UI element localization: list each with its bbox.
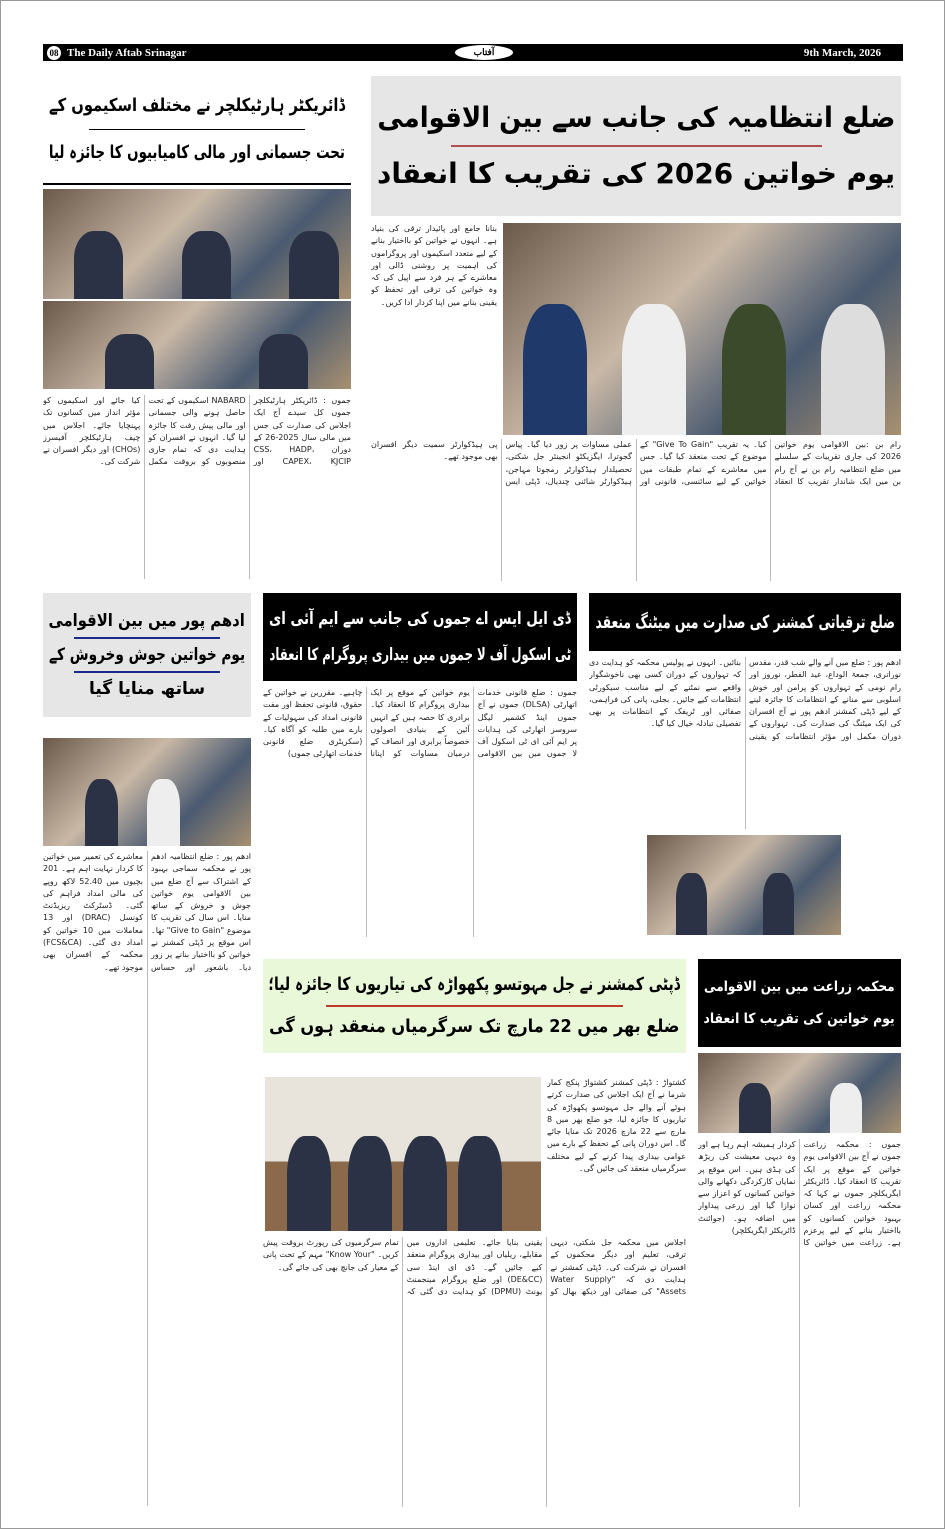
headline-dlsa <box>263 593 577 681</box>
headline-line: ضلع بھر میں 22 مارچ تک سرگرمیاں منعقد ہوں گی <box>269 1016 680 1037</box>
divider <box>74 637 220 639</box>
issue-date: 9th March, 2026 <box>803 46 881 59</box>
masthead-bar <box>43 44 903 61</box>
headline-line: ضلع انتظامیہ کی جانب سے بین الاقوامی <box>377 101 895 134</box>
headline-line: ڈپٹی کمشنر نے جل مہوتسو پکھواڑہ کی تیاریوں کا جائزہ لیا؛ <box>268 974 681 995</box>
agriculture-event-photo <box>698 1053 901 1133</box>
meeting-photo-1 <box>43 189 351 299</box>
article-body: جموں : ڈائریکٹر ہارٹیکلچر جموں کل سیدے آج ایک اجلاس کی صدارت کی جس میں مالی سال 2025-26 کے دوران CSS، HADP، CAPEX، KJCIP اور NABARD اسکیموں کے تحت حاصل ہونے والی جسمانی اور مالی پیش رفت کا جائزہ لیا گیا۔ انہوں نے افسران کو ہدایت دی کہ تمام جاری منصوبوں کو بروقت مکمل کیا جائے اور اسکیموں کو مؤثر انداز میں کسانوں تک پہنچایا جائے۔ اجلاس میں چیف ہارٹیکلچر آفیسرز (CHOs) اور دیگر افسران نے شرکت کی۔ <box>43 396 351 467</box>
headline-jal-mahotsav <box>263 959 686 1053</box>
divider <box>326 1005 622 1007</box>
headline-line: محکمہ زراعت میں بین الاقوامی <box>704 979 895 995</box>
headline-agriculture <box>698 959 901 1047</box>
divider <box>43 183 351 185</box>
headline-line: ضلع ترقیاتی کمشنر کی صدارت میں میٹنگ منعقد <box>595 611 895 633</box>
headline-udhampur <box>43 593 251 717</box>
article-side-text: بنانا جامع اور پائیدار ترقی کی بنیاد ہے۔ انہوں نے خواتین کو بااختیار بنانے کے لیے متعدد اسکیموں اور پروگراموں کی اہمیت پر روشنی ڈالی اور معاشرے کے ہر فرد سے اپیل کی کہ وہ خواتین کی ترقی اور تحفظ کو یقینی بنانے میں اپنا کردار ادا کریں۔ <box>371 224 497 307</box>
headline-line: ڈائریکٹر ہارٹیکلچر نے مختلف اسکیموں کے <box>48 94 346 116</box>
jal-mahotsav-meeting-photo <box>265 1077 541 1231</box>
headline-dc-meeting <box>589 593 901 651</box>
paper-logo: آفتاب <box>455 45 513 60</box>
headline-line: ڈی ایل ایس اے جموں کی جانب سے ایم آئی ای <box>269 609 571 629</box>
article-body: اجلاس میں محکمہ جل شکتی، دیہی ترقی، تعلیم اور دیگر محکموں کے افسران نے شرکت کی۔ ڈپٹی کمشنر نے ہدایت دی کہ "Water Supply Assets" کی صفائی اور دیکھ بھال کو یقینی بنایا جائے۔ تعلیمی اداروں میں مقابلے، ریلیاں اور بیداری پروگرام منعقد کیے جائیں گے۔ ڈی ای اینڈ سی (DE&CC) اور ضلع پروگرام مینجمنٹ یونٹ (DPMU) کو ہدایت دی گئی کہ تمام سرگرمیوں کی رپورٹ بروقت پیش کریں۔ "Know Your" مہم کے تحت پانی کے معیار کی جانچ بھی کی جائے گی۔ <box>263 1238 686 1297</box>
headline-line: یوم خواتین جوش وخروش کے <box>48 645 246 665</box>
article-lead: کشتواڑ : ڈپٹی کمشنر کشتواڑ پنکج کمار شرما نے آج ایک اجلاس کی صدارت کرتے ہوئے آنے والے جل مہوتسو پکھواڑہ کی تیاریوں کا جائزہ لیا، جو ضلع بھر میں 8 مارچ سے 22 مارچ 2026 تک منایا جائے گا۔ اس دوران پانی کے تحفظ کے بارے میں عوامی بیداری پیدا کرنے کے لیے مختلف سرگرمیاں منعقد کی جائیں گی۔ <box>547 1078 686 1174</box>
headline-line: تحت جسمانی اور مالی کامیابیوں کا جائزہ لیا <box>48 141 346 163</box>
divider <box>451 145 822 147</box>
article-body: رام بن :بین الاقوامی یوم خواتین 2026 کی جاری تقریبات کے سلسلے میں ضلع انتظامیہ رام بن نے آج رام بن میں ایک شاندار تقریب کا انعقاد کیا۔ یہ تقریب "Give To Gain" کے موضوع کے تحت منعقد کیا گیا۔ جس میں معاشرے کے تمام طبقات میں خواتین کے لیے سائنسی، قانونی اور عملی مساوات پر زور دیا گیا۔ پیاس گجوترا، ایگزیکٹو انجینئر جل شکتی، تحصیلدار ہیڈکوارٹر رمجوتا مہاجن، ہیڈکوارٹر شائنی چندیال، ڈپٹی ایس پی ہیڈکوارٹر سمیت دیگر افسران بھی موجود تھے۔ <box>371 440 901 486</box>
divider <box>74 671 220 673</box>
headline-womens-day-ramban <box>371 76 901 216</box>
headline-line: ساتھ منایا گیا <box>88 679 206 699</box>
dc-meeting-photo <box>647 835 841 935</box>
article-body: جموں : محکمہ زراعت جموں نے آج بین الاقوامی یوم خواتین کے موقع پر ایک تقریب کا انعقاد کیا۔ ڈائریکٹر ایگریکلچر جموں نے کہا کہ محکمہ زراعت اور کسان بہبود خواتین کسانوں کو بااختیار بنانے کے لیے پرعزم ہے۔ زراعت میں خواتین کا کردار ہمیشہ اہم رہا ہے اور وہ دیہی معیشت کی ریڑھ کی ہڈی ہیں۔ اس موقع پر نمایاں کارکردگی دکھانے والی خواتین کسانوں کو اعزاز سے نوازا گیا اور زرعی پیداوار میں اضافہ ہو۔ (جوائنٹ ڈائریکٹر ایگریکلچر) <box>698 1140 901 1248</box>
page-number: 08 <box>47 46 61 60</box>
udhampur-event-photo <box>43 738 251 846</box>
divider <box>89 129 305 130</box>
headline-line: ٹی اسکول آف لا جموں میں بیداری پروگرام کا انعقاد <box>269 645 571 665</box>
article-body: جموں : ضلع قانونی خدمات اتھارٹی (DLSA) جموں نے آج جموں اینڈ کشمیر لیگل سروسز اتھارٹی کی ہدایات پر ایم آئی ای ٹی اسکول آف لا جموں میں بین الاقوامی یوم خواتین کے موقع پر ایک بیداری پروگرام کا انعقاد کیا۔ برادری کا حصہ ہیں کے انہیں آئین کے بنیادی اصولوں خصوصاً برابری اور انصاف کے درمیان مساوات کو اپنانا چاہیے۔ مقررین نے خواتین کے حقوق، قانونی تحفظ اور مفت قانونی امداد کی سہولیات کے بارے میں طلبہ کو آگاہ کیا۔ (سکریٹری ضلع قانونی خدمات اتھارٹی جموں) <box>263 688 577 759</box>
paper-name: The Daily Aftab Srinagar <box>67 46 187 59</box>
headline-line: ادھم پور میں بین الاقوامی <box>48 611 246 631</box>
meeting-photo-2 <box>43 301 351 389</box>
article-body: ادھم پور : ضلع میں آنے والے شب قدر، مقدس نوراتری، جمعۃ الوداع، عید الفطر، نوروز اور رام نومی کے تہواروں کو پرامن اور خوش اسلوبی سے منانے کے انتظامات کا جائزہ لینے کے لیے ڈپٹی کمشنر ادھم پور نے آج افسران کی ایک میٹنگ کی صدارت کی۔ تہواروں کے دوران مکمل اور مؤثر انتظامات کو یقینی بنائیں۔ انہوں نے پولیس محکمہ کو ہدایت دی کہ تہواروں کے دوران کسی بھی ناخوشگوار واقعے سے نمٹنے کے لیے مناسب سیکورٹی انتظامات کیے جائیں۔ بجلی، پانی کی فراہمی، صفائی اور ٹریفک کے انتظامات پر بھی تفصیلی تبادلہ خیال کیا گیا۔ <box>589 658 901 741</box>
headline-line: یوم خواتین 2026 کی تقریب کا انعقاد <box>376 157 896 190</box>
womens-day-photo <box>503 223 901 435</box>
headline-line: یوم خواتین کی تقریب کا انعقاد <box>703 1011 896 1027</box>
headline-horticulture <box>43 79 351 179</box>
article-body: ادھم پور : ضلع انتظامیہ ادھم پور نے محکمہ سماجی بہبود کے اشتراک سے آج ضلع میں بین الاقوامی یوم خواتین جوش و خروش کے ساتھ منایا۔ اس سال کی تقریب کا موضوع "Give to Gain" تھا۔ اس موقع پر ڈپٹی کمشنر نے خواتین کو بااختیار بنانے پر زور دیا۔ باشعور اور حساس معاشرے کی تعمیر میں خواتین کا کردار نہایت اہم ہے۔ 201 بچیوں میں 52.40 لاکھ روپے کی مالی امداد فراہم کی گئی۔ ڈسٹرکٹ ریزیڈنٹ کونسل (DRAC) اور 13 معاملات میں 10 خواتین کو امداد دی گئی۔ (FCS&CA) محکمہ کے افسران بھی موجود تھے۔ <box>43 852 251 972</box>
